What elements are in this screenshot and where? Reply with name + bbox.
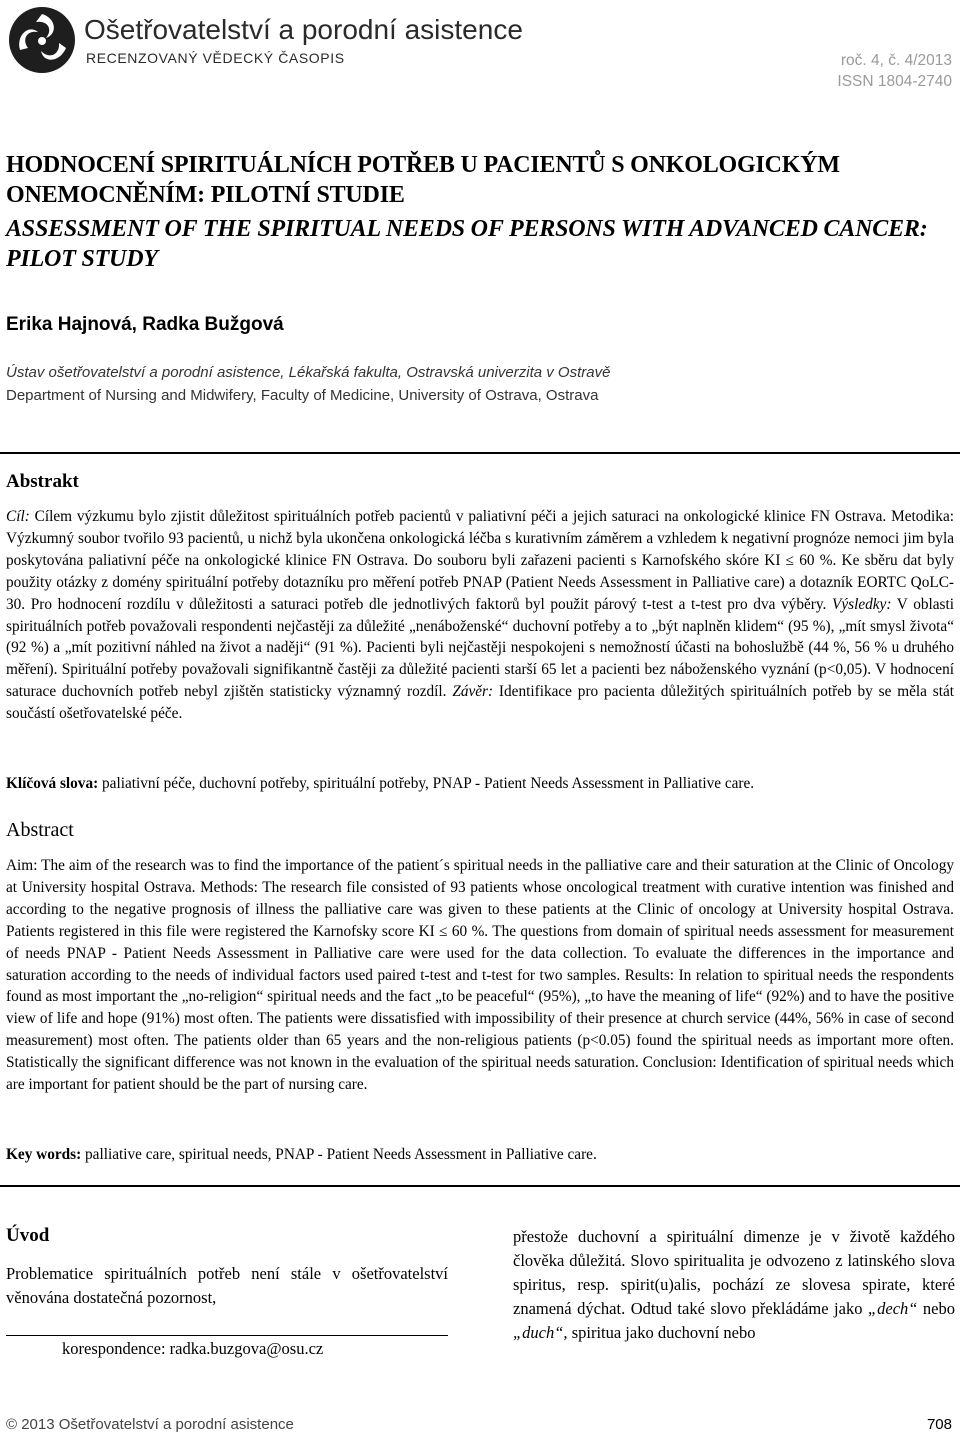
title-czech: HODNOCENÍ SPIRITUÁLNÍCH POTŘEB U PACIENTŮ S ONKOLOGICKÝM ONEMOCNĚNÍM: PILOTNÍ STUDIE [6,152,840,208]
affiliation-english: Department of Nursing and Midwifery, Faculty of Medicine, University of Ostrava, Ostrava [6,387,599,404]
footer-copyright: © 2013 Ošetřovatelství a porodní asistence [6,1416,294,1433]
heading-uvod: Úvod [6,1225,50,1246]
issue-info [837,50,952,92]
intro-left-column: Problematice spirituálních potřeb není stále v ošetřovatelství věnována dostatečná pozornost, [6,1264,448,1307]
cil-label: Cíl: [6,508,30,525]
heading-abstract: Abstract [6,819,74,841]
journal-subtitle: RECENZOVANÝ VĚDECKÝ ČASOPIS [86,50,345,66]
page-number: 708 [926,1416,952,1433]
keywords-english-label: Key words: [6,1146,82,1163]
keywords-english [6,1146,597,1164]
keywords-czech-text: paliativní péče, duchovní potřeby, spirituální potřeby, PNAP - Patient Needs Assessment in Palliative care. [98,775,755,792]
swirl-emblem-logo [6,4,78,76]
authors: Erika Hajnová, Radka Bužgová [6,314,284,335]
journal-name: Ošetřovatelství a porodní asistence [84,14,523,45]
divider-bottom [0,1185,960,1187]
intro-word-duch: „duch“, [513,1323,568,1342]
divider-top [0,452,960,454]
keywords-english-text: palliative care, spiritual needs, PNAP - Patient Needs Assessment in Palliative care. [81,1146,597,1163]
intro-word-nebo: nebo [917,1299,955,1318]
metodika-label: Metodika: [891,508,954,525]
cil-text: Cílem výzkumu bylo zjistit důležitost spirituálních potřeb pacientů v paliativní péči a jejich saturaci na onkologické klinice FN Ostrava. [29,508,892,525]
heading-abstrakt: Abstrakt [6,471,79,492]
zaver-label: Závěr: [452,683,494,701]
vysledky-label: Výsledky: [831,595,892,613]
vysledky-text: V oblasti spirituálních potřeb považovali respondenti nejčastěji za důležité „nenáboženské“ duchovní potřeby a to „být naplněn klidem“ (95 %), „mít smysl života“ (92 %) a „mít pozitivní náhled na život a naději“ (91 %). Pacienti byli nejčastěji nespokojeni s nemožností účasti na bohoslužbě (44 %, 56 % u druhého měření). Spirituální potřeby považovali signifikantně častěji za důležité pacienti starší 65 let a pacienti bez náboženského vyznání (p<0,05). V hodnocení saturace duchovních potřeb nebyl zjištěn statisticky významný rozdíl. [6,595,954,701]
metodika-text: Výzkumný soubor tvořilo 93 pacientů, u nichž byla ukončena onkologická léčba s kurativním záměrem a vzhledem k negativní prognóze nemoci jim byla poskytována paliativní péče na onkologické klinice FN Ostrava. Do souboru byli zařazeni pacienti s Karnofského skóre KI ≤ 60 %. Ke sběru dat byly použity otázky z domény spirituální potřeby dotazníku pro měření potřeb PNAP (Patient Needs Assessment in Palliative care) a dotazník EORTC QoLC-30. Pro hodnocení rozdílu v důležitosti a saturaci potřeb dle jednotlivých faktorů byl použit párový t-test a t-test pro dva výběry. [6,529,954,613]
intro-right-text-2: spiritua jako duchovní nebo [567,1323,756,1342]
keywords-czech [6,775,754,793]
zaver-text: Identifikace pro pacienta důležitých spirituálních potřeb by se měla stát součástí ošetřovatelské péče. [6,683,954,723]
keywords-czech-label: Klíčová slova: [6,775,99,792]
abstract-body: Aim: The aim of the research was to find the importance of the patient´s spiritual needs in the palliative care and their saturation at the Clinic of Oncology at University hospital Ostrava. Methods: The research file consisted of 93 patients whose oncological treatment with curative intention was finished and according to the negative prognosis of illness the palliative care was given to these patients at the Clinic of oncology at University hospital Ostrava. Patients registered in this file were registered the Karnofsky score KI ≤ 60 %. The questions from domain of spiritual needs assessment for measurement of needs PNAP - Patient Needs Assessment in Palliative care were used for the data collection. To evaluate the differences in the importance and saturation according to the needs of individual factors used paired t-test and t-test for two samples. Results: In relation to spiritual needs the respondents found as most important the „no-religion“ spiritual needs and the fact „to be peaceful“ (95%), „to have the meaning of life“ (92%) and to have the positive view of life and hope (91%) most often. The patients were dissatisfied with impossibility of their presence at church service (44%, 56% in case of second measurement) most often. The patients older than 65 years and the non-religious patients (p<0.05) found the spiritual needs as important more often. Statistically the significant difference was not known in the evaluation of the spiritual needs saturation. Conclusion: Identification of spiritual needs which are important for patient should be the part of nursing care. [6,857,954,1094]
footnote-rule [6,1335,448,1336]
issue-number: roč. 4, č. 4/2013 [840,52,952,69]
affiliation-czech: Ústav ošetřovatelství a porodní asistence, Lékařská fakulta, Ostravská univerzita v Ostravě [6,364,611,381]
issn: ISSN 1804-2740 [837,73,952,90]
correspondence-email: korespondence: radka.buzgova@osu.cz [62,1339,324,1358]
abstrakt-body [6,506,954,725]
title-english: ASSESSMENT OF THE SPIRITUAL NEEDS OF PERSONS WITH ADVANCED CANCER: PILOT STUDY [6,216,928,272]
intro-right-column [513,1225,955,1345]
intro-right-text-1: přestože duchovní a spirituální dimenze je v životě každého člověka důležitá. Slovo spiritualita je odvozeno z latinského slova spiritus, resp. spirit(u)alis, pochází ze slovesa spirate, které znamená dýchat. Odtud také slovo překládáme jako [513,1227,955,1318]
intro-word-dech: „dech“ [867,1299,918,1318]
